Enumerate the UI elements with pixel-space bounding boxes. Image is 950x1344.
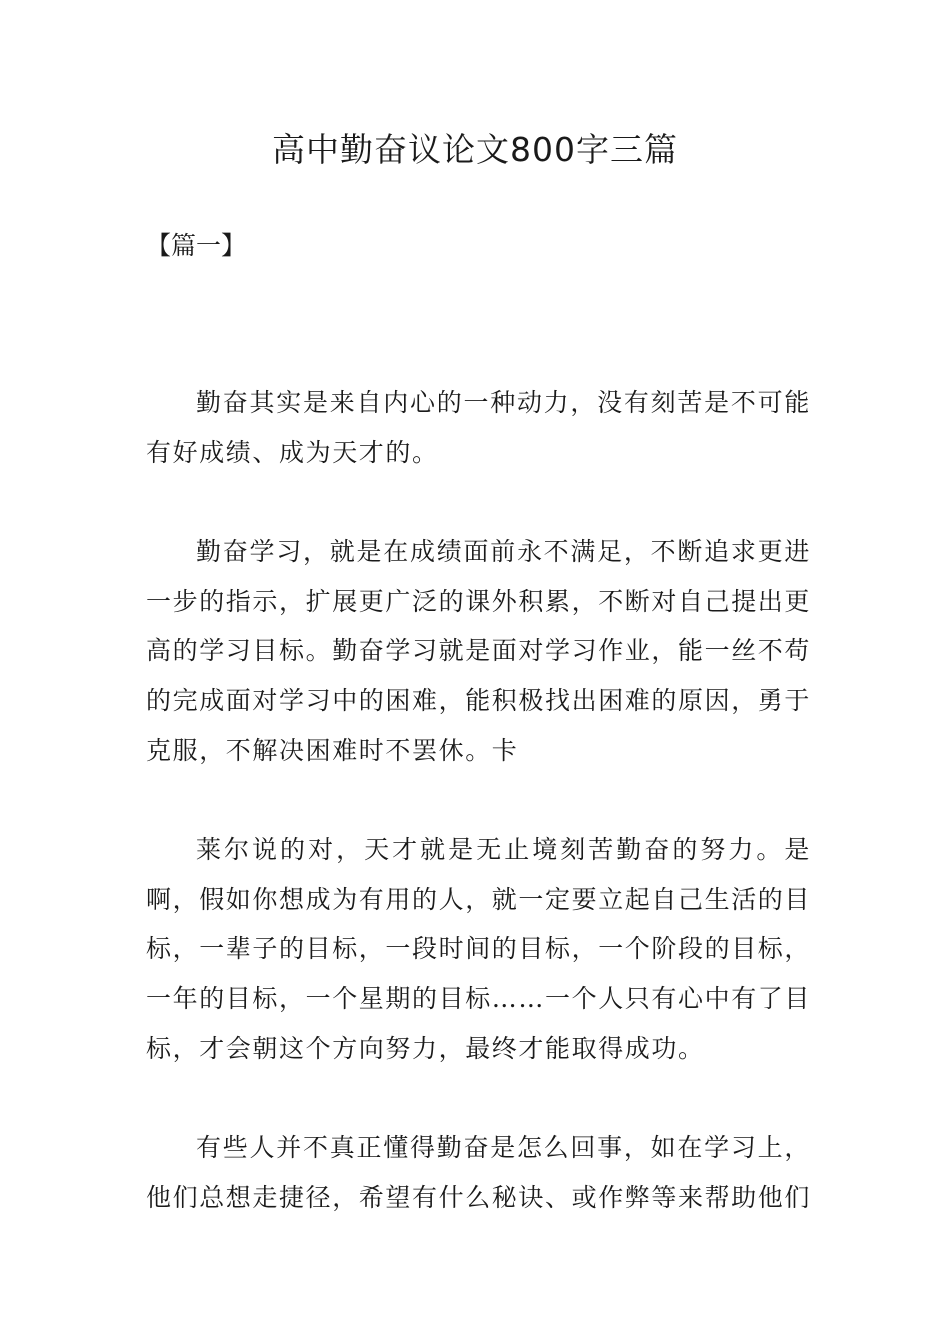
section-label: 【篇一】 (146, 231, 247, 260)
paragraph: 莱尔说的对，天才就是无止境刻苦勤奋的努力。是啊，假如你想成为有用的人，就一定要立起自己生活的目标，一辈子的目标，一段时间的目标，一个阶段的目标，一年的目标，一个星期的目标……一个人只有心中有了目标，才会朝这个方向努力，最终才能取得成功。 (146, 835, 812, 1063)
paragraph: 勤奋其实是来自内心的一种动力，没有刻苦是不可能有好成绩、成为天才的。 (146, 388, 811, 467)
paragraph: 有些人并不真正懂得勤奋是怎么回事，如在学习上，他们总想走捷径，希望有什么秘诀、或作弊等来帮助他们 (146, 1133, 812, 1212)
document-body (146, 378, 811, 1272)
document-title: 高中勤奋议论文800字三篇 (272, 130, 678, 169)
paragraph: 勤奋学习，就是在成绩面前永不满足，不断追求更进一步的指示，扩展更广泛的课外积累，不断对自己提出更高的学习目标。勤奋学习就是面对学习作业，能一丝不苟的完成面对学习中的困难，能积极找出困难的原因，勇于克服，不解决困难时不罢休。卡 (146, 537, 812, 765)
